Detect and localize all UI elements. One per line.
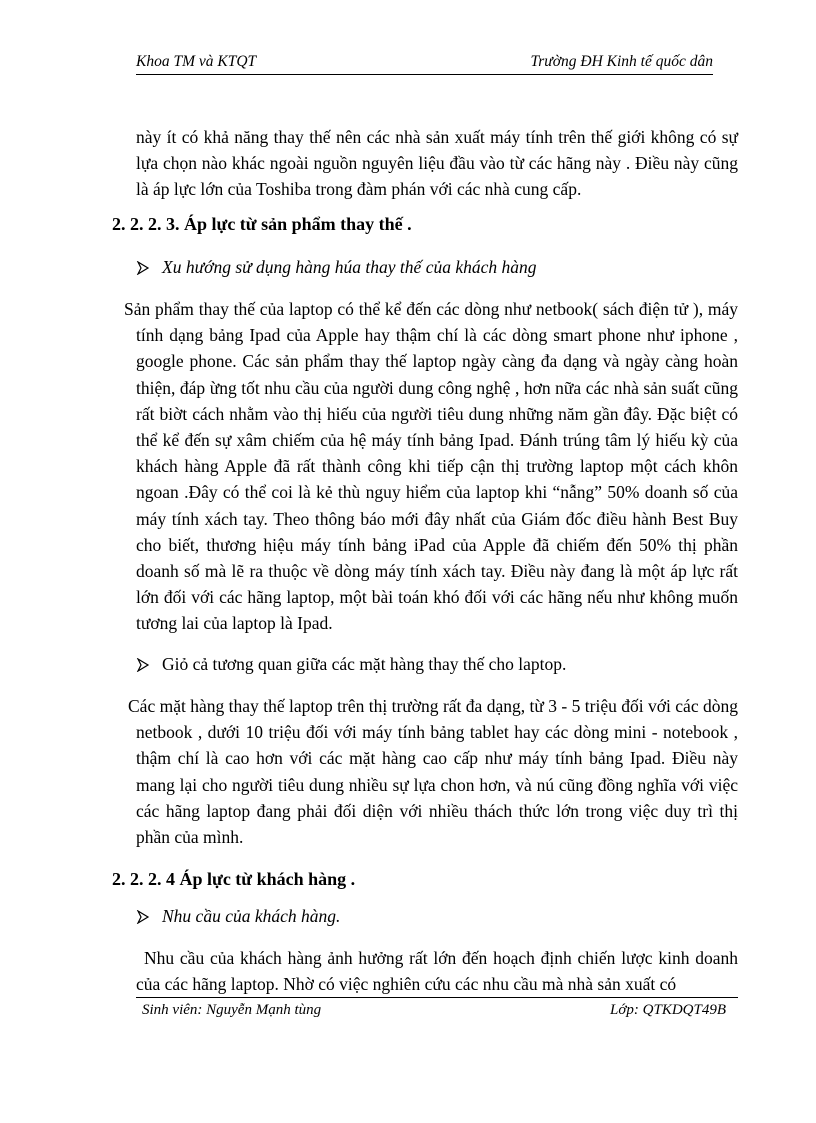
- section-heading-2223: 2. 2. 2. 3. Áp lực từ sản phẩm thay thế .: [112, 214, 412, 234]
- paragraph-substitutes: Sản phẩm thay thế của laptop có thể kể đến các dòng như netbook( sách điện tử ), máy tính dạng bảng Ipad của Apple hay thậm chí là các dòng smart phone như iphone , google phone. Các sản phẩm thay thế laptop ngày càng đa dạng và ngày càng hoàn thiện, đáp ừng tốt nhu cầu của người dung công nghệ , hơn nữa các nhà sản suất cũng rất biờt cách nhằm vào thị hiếu của người tiêu dung những năm gần đây. Đặc biệt có thể kể đến sự xâm chiếm của hệ máy tính bảng Ipad. Đánh trúng tâm lý hiếu kỳ của khách hàng Apple đã rất thành công khi tiếp cận thị trường laptop một cách khôn ngoan .Đây có thể coi là kẻ thù nguy hiểm của laptop khi “nẫng” 50% doanh số của máy tính xách tay. Theo thông báo mới đây nhất của Giám đốc điều hành Best Buy cho biết, thương hiệu máy tính bảng iPad của Apple đã chiếm đến 50% thị phần doanh số mà lẽ ra thuộc về dòng máy tính xách tay. Điều này đang là một áp lực rất lớn đối với các hãng laptop, một bài toán khó đối với các hãng nếu như không muốn tương lai của laptop là Ipad.: [124, 299, 738, 634]
- bullet-price-comparison: [136, 654, 566, 675]
- paragraph-customer-needs: Nhu cầu của khách hàng ảnh hưởng rất lớn đến hoạch định chiến lược kinh doanh của các hãng laptop. Nhờ có việc nghiên cứu các nhu cầu mà nhà sản xuất có: [136, 948, 738, 995]
- section-heading-2224: 2. 2. 2. 4 Áp lực từ khách hàng .: [112, 869, 356, 889]
- bullet-label: Giỏ cả tương quan giữa các mặt hàng thay thế cho laptop.: [162, 654, 567, 674]
- footer-divider: [136, 997, 738, 998]
- footer-student: Sinh viên: Nguyễn Mạnh tùng: [142, 1002, 322, 1018]
- bullet-customer-needs: [136, 906, 340, 927]
- arrow-bullet-icon: [136, 261, 162, 275]
- bullet-label: Nhu cầu của khách hàng.: [162, 906, 341, 926]
- intro-paragraph: này ít có khả năng thay thế nên các nhà sản xuất máy tính trên thế giới không có sự lựa chọn nào khác ngoài nguồn nguyên liệu đầu vào từ các hãng này . Điều này cũng là áp lực lớn của Toshiba trong đàm phán với các nhà cung cấp.: [136, 127, 738, 200]
- paragraph-price: Các mặt hàng thay thế laptop trên thị trường rất đa dạng, từ 3 - 5 triệu đối với các dòng netbook , dưới 10 triệu đối với máy tính bảng tablet hay các dòng mini - notebook , thậm chí là cao hơn với các mặt hàng cao cấp như máy tính bảng Ipad. Điều này mang lại cho người tiêu dung nhiều sự lựa chon hơn, và nú cũng đồng nghĩa với việc các hãng laptop đang phải đối diện với nhiều thách thức lớn trong việc duy trì thị phần của mình.: [128, 696, 738, 848]
- arrow-bullet-icon: [136, 910, 162, 924]
- header-university: Trường ĐH Kinh tế quốc dân: [530, 53, 713, 70]
- header-faculty: Khoa TM và KTQT: [136, 53, 257, 70]
- bullet-label: Xu hướng sử dụng hàng húa thay thế của khách hàng: [162, 257, 537, 277]
- arrow-bullet-icon: [136, 658, 162, 672]
- page-footer: [142, 1002, 726, 1019]
- footer-class: Lớp: QTKDQT49B: [610, 1002, 726, 1018]
- bullet-substitute-trend: [136, 257, 537, 278]
- page-header: [136, 50, 713, 75]
